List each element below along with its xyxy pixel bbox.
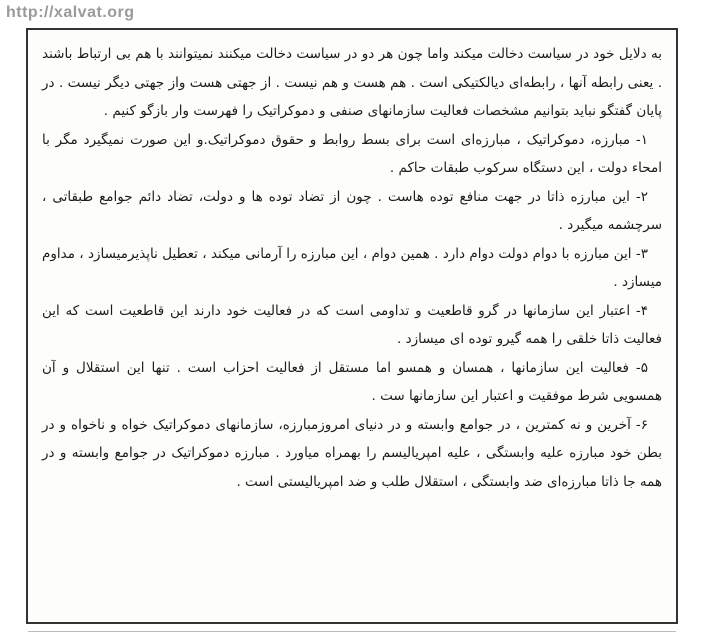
point-1-paragraph: ۱- مبارزه، دموکراتیک ، مبارزه‌ای است برای بسط روابط و حقوق دموکراتیک.و این صورت نمیگیرد مگر با امحاء دولت ، این دستگاه سرکوب طبقات حاکم . [42, 131, 662, 176]
point-4-paragraph: ۴- اعتبار این سازمانها در گرو قاطعیت و تداومی است که در فعالیت خود دارند این قاطعیت است که این فعالیت ذاتا خلقی را همه گیرو توده ای میسازد . [42, 302, 662, 347]
scanned-page-frame [26, 28, 678, 624]
point-6-paragraph: ۶- آخرین و نه کمترین ، در جوامع وابسته و در دنیای امروزمبارزه، سازمانهای دموکراتیک خواه و ناخواه و در بطن خود مبارزه علیه وابستگی ، علیه امپریالیسم را بهمراه میاورد . مبارزه دموکراتیک در جوامع وابسته و در همه جا ذاتا مبارزه‌ای ضد وابستگی ، استقلال طلب و ضد امپریالیستی است . [42, 416, 662, 490]
intro-paragraph: به دلایل خود در سیاست دخالت میکند واما چون هر دو در سیاست دخالت میکنند نمیتوانند با هم بی ارتباط باشند . یعنی رابطه آنها ، رابطه‌ای دیالکتیکی است . هم هست و هم نیست . از جهتی هست واز جهتی دیگر نیست . در پایان گفتگو نباید بتوانیم مشخصات فعالیت سازمانهای صنفی و دموکراتیک را فهرست وار بازگو کنیم . [42, 46, 662, 119]
document-text [42, 40, 662, 614]
point-2-paragraph: ۲- این مبارزه ذاتا در جهت منافع توده هاست . چون از تضاد توده ها و دولت، تضاد دائم جوامع طبقاتی ، سرچشمه میگیرد . [42, 188, 662, 233]
scan-edge-line [28, 631, 676, 632]
watermark-url: http://xalvat.org [6, 4, 135, 21]
point-3-paragraph: ۳- این مبارزه با دوام دولت دوام دارد . همین دوام ، این مبارزه را آرمانی میکند ، تعطیل ناپذیرمیسازد ، مداوم میسازد . [42, 245, 662, 290]
point-5-paragraph: ۵- فعالیت این سازمانها ، همسان و همسو اما مستقل از فعالیت احزاب است . تنها این استقلال و آن همسویی شرط موفقیت و اعتبار این سازمانها ست . [42, 359, 662, 404]
